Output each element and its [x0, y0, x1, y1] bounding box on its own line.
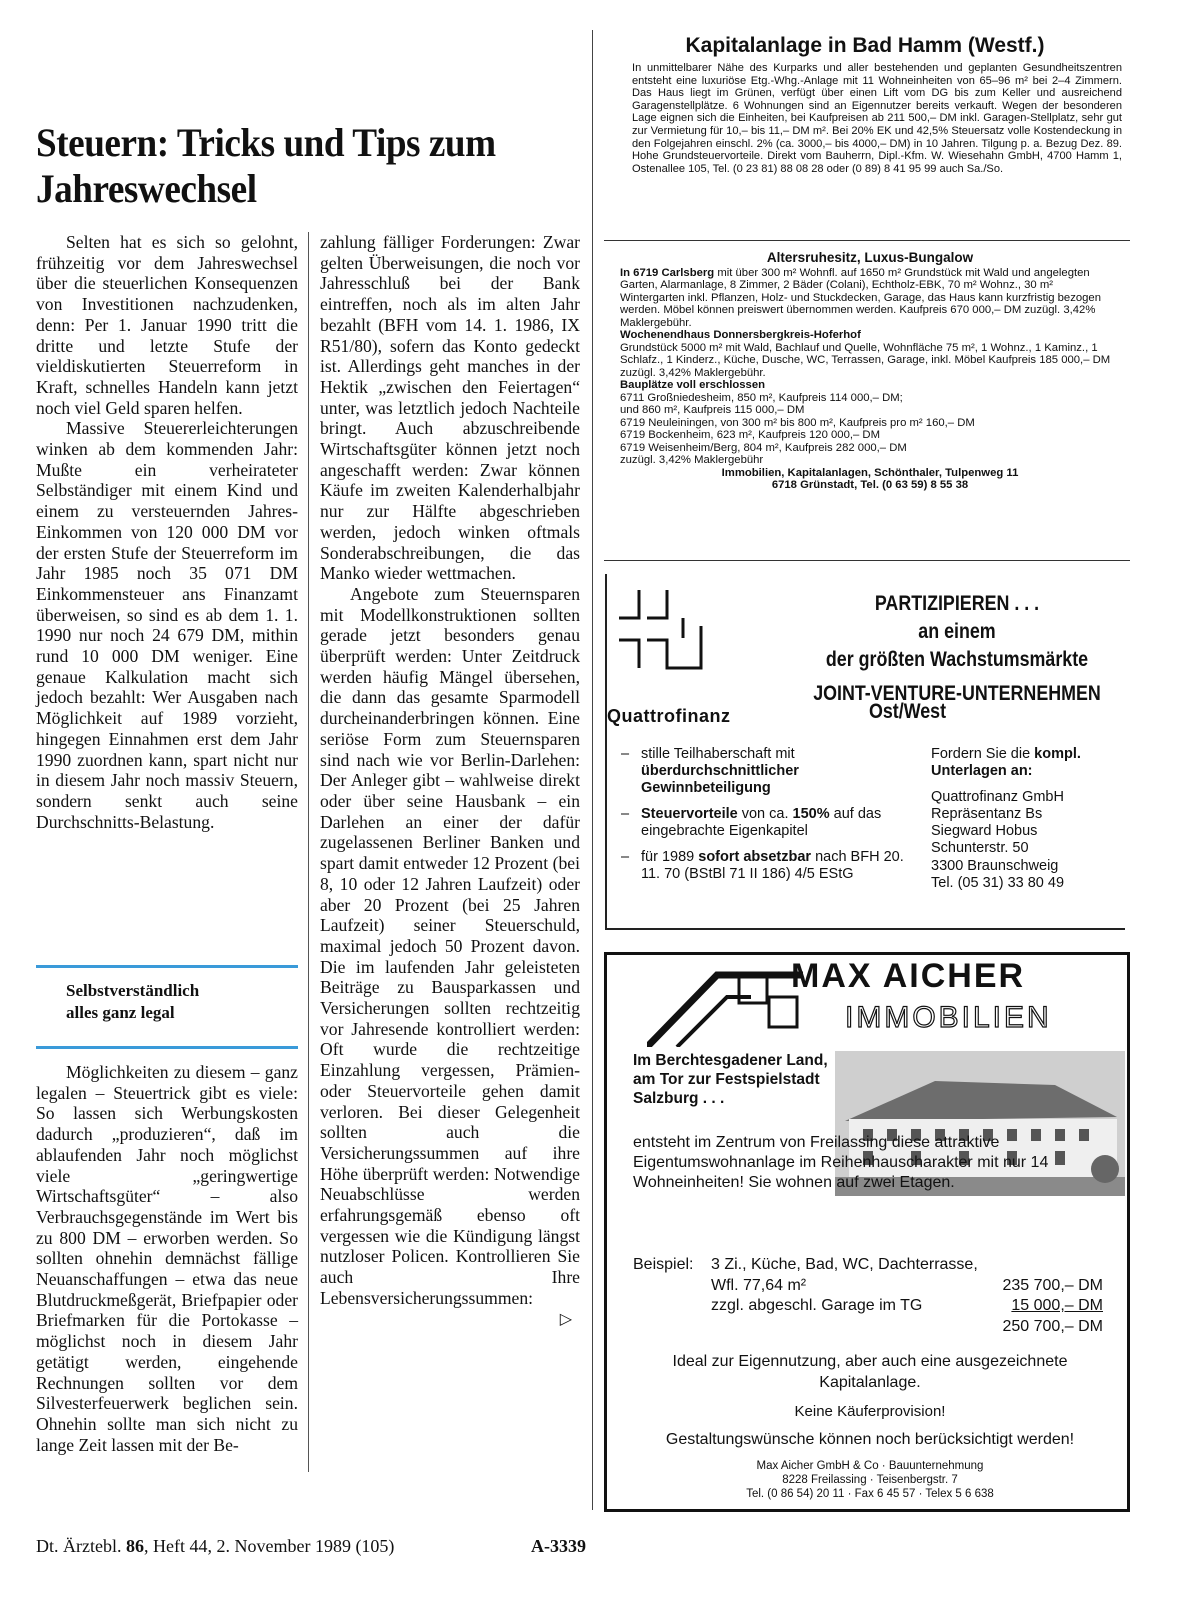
article-headline: Steuern: Tricks und Tips zum Jahreswechsel [36, 120, 496, 211]
headline-line: JOINT-VENTURE-UNTERNEHMEN [813, 682, 1101, 705]
example-row [633, 1317, 1103, 1338]
continue-arrow-icon: ▷ [559, 1308, 572, 1328]
ad-text: mit über 300 m² Wohnfl. auf 1650 m² Grundstück mit Wald und angelegten Garten, Alarmanlage, 8 Zimmer, 2 Bäder (Colani), Echtholz-EBK, 70 m² Wohnz., 30 m² Wintergarten inkl. Pflanzen, Holz- und Stuckdecken, Garage, das Haus kann kurzfristig bezogen werden. Möbel können preiswert übernommen werden. Kaufpreis 670 000,– DM zuzügl. 3,42% Maklergebühr. [620, 266, 1101, 329]
example-price: 235 700,– DM [1002, 1276, 1103, 1294]
list-item [617, 746, 917, 797]
example-row [633, 1255, 1103, 1276]
address-line: 8228 Freilassing · Teisenbergstr. 7 [782, 1474, 958, 1486]
article-paragraph: Massive Steuererleichterungen winken ab dem kommenden Jahr: Mußte ein verheirateter Selbständiger mit einem Kind und einem zu versteuernden Jahres-Einkommen von 120 000 DM vor der ersten Stufe der Steuerreform im Jahr 1985 noch 35 071 DM Einkommensteuer ans Finanzamt überweisen, so sind es ab dem 1. 1. 1990 nur noch 24 679 DM, mithin rund 10 000 DM weniger. Eine genaue Kalkulation macht sich jedoch bezahlt: Wer Ausgaben nach Möglichkeit auf 1989 vorzieht, hingegen Einnahmen erst dem Jahr 1990 zuordnen kann, spart nicht nur in diesem Jahr noch massiv Steuern, sondern senkt auch seine Durchschnitts-Belastung. [36, 418, 298, 832]
ad-line: 6711 Großniedesheim, 850 m², Kaufpreis 114 000,– DM; [620, 391, 903, 404]
quattrofinanz-logo-icon [617, 588, 703, 674]
ad-claim: Ideal zur Eigennutzung, aber auch eine ausgezeichnete Kapitalanlage. [672, 1353, 1068, 1391]
ad-note: Gestaltungswünsche können noch berücksichtigt werden! [665, 1431, 1075, 1448]
example-row [633, 1276, 1103, 1297]
contact-line: Tel. (05 31) 33 80 49 [931, 875, 1065, 892]
page-footer [36, 1536, 586, 1557]
ad-body: In unmittelbarer Nähe des Kurparks und aller bestehenden und geplanten Gesundheitszentren entsteht eine luxuriöse Etg.-Whg.-Anlage mit 11 Wohneinheiten von 65–96 m² bei 2–4 Zimmern. Das Haus liegt im Grünen, verfügt über einen Lift vom DG bis zum Keller und ausreichend Garagenstellplätze. 6 Wohnungen sind an Eigennutzer bereits verkauft. Wegen der besonderen Lage eignen sich die Einheiten, bei Kaufpreisen ab 211 500,– DM inkl. Garagen-Stellplatz, sehr gut zur Vermietung für 10,– bis 11,– DM m². Bei 20% EK und 42,5% Steuersatz volle Kostendeckung in den Folgejahren einschl. 2% (ca. 3000,– bis 4000,– DM) in 10 Jahren. Tilgung p. a. Bezug Dez. 89. Hohe Grundsteuervorteile. Direkt vom Bauherrn, Dipl.-Kfm. W. Wiesehahn GmbH, 4700 Hamm 1, Ostenallee 105, Tel. (0 23 81) 88 08 28 oder (0 89) 8 41 95 99 auch Sa./So. [632, 62, 1122, 175]
item-bold: sofort absetzbar [698, 849, 812, 865]
item-text: stille Teilhaberschaft mit [641, 746, 795, 762]
ad-line: und 860 m², Kaufpreis 115 000,– DM [620, 404, 805, 416]
ad-description [633, 1133, 1125, 1193]
ads-divider [592, 30, 593, 1510]
contact-bold: kompl. Unterlagen an: [931, 746, 1081, 780]
ad-divider [604, 560, 1130, 561]
item-text: für 1989 [641, 849, 699, 865]
contact-line: Siegward Hobus [931, 823, 1038, 840]
address-line: Max Aicher GmbH & Co · Bauunternehmung [756, 1460, 984, 1472]
max-aicher-header [607, 955, 1127, 1043]
article-column-2 [320, 232, 580, 1329]
headline-line: an einem [918, 620, 996, 643]
list-item [617, 849, 917, 883]
ad-max-aicher [604, 952, 1130, 1512]
brand-title: MAX AICHER [791, 957, 1026, 995]
ad-paragraph: Grundstück 5000 m² mit Wald, Bachlauf und Quelle, Wohnfläche 75 m², 1 Wohnz., 1 Kaminz., 1 Schlafz., 1 Kinderz., Küche, Dusche, WC, Terrassen, Garage, inkl. Möbel Kaufpreis 185 000,– DM zuzügl. 3,42% Maklergebühr. [620, 341, 1111, 379]
contact-line: Repräsentanz Bs [931, 805, 1043, 822]
article-column-1 [36, 232, 298, 832]
footer-journal: Dt. Ärztebl. [36, 1536, 122, 1556]
example-price: 15 000,– DM [1011, 1297, 1103, 1314]
max-aicher-logo-icon [647, 961, 807, 1047]
article-paragraph: Möglichkeiten zu diesem – ganz legalen – Steuertrick gibt es viele: So lassen sich Werbungskosten dadurch „produzieren“, daß im ablaufenden Jahr noch möglichst viele „geringwertige Wirtschaftsgüter“ – also Verbrauchsgegenstände im Wert bis zu 800 DM – erworben werden. So sollten ohnehin demnächst fällige Neuanschaffungen – etwa das neue Blutdruckmeßgerät, Briefpapier oder Briefmarken für die Portokasse – möglichst noch in diesem Jahr getätigt werden, eingehende Rechnungen sollten vor dem Silvesterfeuerwerk beglichen sein. Ohnehin sollte man sich nicht zu lange Zeit lassen mit der Be- [36, 1062, 298, 1455]
contact-line: 3300 Braunschweig [931, 857, 1059, 874]
ad-altersruhesitz [620, 252, 1120, 492]
subheading-line: alles ganz legal [66, 1003, 175, 1022]
ad-subtitle: Bauplätze voll erschlossen [620, 379, 766, 391]
footer-page-number: A-3339 [531, 1536, 586, 1556]
example-text: Wfl. 77,64 m² [711, 1276, 807, 1294]
ad-quattrofinanz [605, 574, 1125, 930]
example-text: 3 Zi., Küche, Bad, WC, Dachterrasse, [711, 1256, 978, 1273]
headline-line: der größten Wachstumsmärkte [825, 648, 1089, 671]
ad-title: Kapitalanlage in Bad Hamm (Westf.) [685, 34, 1045, 57]
ad-paragraph [620, 267, 1120, 330]
ad-bad-hamm [600, 34, 1130, 175]
subheading-box [36, 965, 298, 1049]
example-total: 250 700,– DM [1002, 1317, 1103, 1335]
item-bold: überdurchschnittlicher Gewinnbeteiligung [641, 763, 799, 796]
ad-subtitle: Wochenendhaus Donnersbergkreis-Hoferhof [620, 329, 861, 341]
ad-bold-lead: In 6719 Carlsberg [620, 266, 715, 279]
ad-divider [604, 240, 1130, 241]
ad-headline [813, 590, 1102, 708]
ad-line: 6719 Weisenheim/Berg, 804 m², Kaufpreis 282 000,– DM [620, 441, 907, 454]
article-column-1b [36, 1062, 298, 1455]
subheading-line: Selbstverständlich [66, 981, 200, 1000]
contact-text: Fordern Sie die [931, 746, 1035, 762]
item-bold: 150% [792, 806, 830, 822]
contact-line: Quattrofinanz GmbH [931, 788, 1064, 805]
list-item [617, 806, 917, 840]
footer-volume: 86 [125, 1536, 144, 1556]
article-paragraph: zahlung fälliger Forderungen: Zwar gelten Überweisungen, die noch vor Jahresschluß bei der Bank eintreffen, noch als im alten Jahr bezahlt (BFH vom 14. 1. 1986, IX R51/80), sofern das Konto gedeckt ist. Allerdings geht manches in der Hektik „zwischen den Feiertagen“ unter, was letztlich jedoch Nachteile bringt. Auch abzuschreibende Wirtschaftsgüter können jetzt noch angeschafft werden: Zwar können Käufe im zweiten Kalenderhalbjahr nur zur Hälfte abgeschrieben werden, jedoch winken oftmals Sonderabschreibungen, die das Manko wieder wettmachen. [320, 232, 580, 584]
item-text: nach BFH 20. 11. 70 (BStBl 71 II 186) 4/5 EStG [641, 849, 904, 882]
column-divider [308, 232, 309, 1472]
brand-subtitle: IMMOBILIEN [845, 1001, 1052, 1034]
ad-signature: 6718 Grünstadt, Tel. (0 63 59) 8 55 38 [771, 479, 969, 491]
ad-line: 6719 Bockenheim, 623 m², Kaufpreis 120 000,– DM [620, 429, 880, 441]
footer-issue-date: , Heft 44, 2. November 1989 (105) [143, 1536, 395, 1556]
article-paragraph: Angebote zum Steuernsparen mit Modellkonstruktionen sollten gerade jetzt besonders genau überprüft werden: Unter Zeitdruck werden häufig Mängel übersehen, die dann das gesamte Sparmodell durcheinanderbringen können. Eine seriöse Form zum Steuernsparen sind nach wie vor Berlin-Darlehen: Der Anleger gibt – wahlweise direkt oder über seine Hausbank – ein Darlehen an einer der dafür zugelassenen Berliner Banken und spart damit entweder 12 Prozent (bei 8, 10 oder 12 Jahren Laufzeit) oder aber 20 Prozent (bei 25 Jahren Laufzeit) seiner Steuerschuld, maximal jedoch 50 Prozent davon. Die im laufenden Jahr geleisteten Beiträge zu Bausparkassen und Versicherungen sollten rechtzeitig vor Jahresende kontrolliert werden: Oft wurde die rechtzeitige Einzahlung vergessen, Prämien- oder Steuervorteile gehen damit verloren. Bei dieser Gelegenheit sollten auch die Versicherungssummen auf ihre Höhe überprüft werden: Notwendige Neuabschlüsse werden erfahrungsgemäß ebenso oft vergessen wie die Kündigung längst nutzloser Policen. Kontrollieren Sie auch Ihre Lebensversicherungssummen: [320, 583, 580, 1308]
contact-block [931, 746, 1127, 892]
benefit-list [617, 746, 917, 892]
footer-citation [36, 1536, 394, 1557]
item-text: von ca. [737, 806, 793, 822]
price-example [633, 1255, 1103, 1337]
ad-signature: Immobilien, Kapitalanlagen, Schönthaler, Tulpenweg 11 [721, 466, 1019, 479]
example-label: Beispiel: [633, 1256, 694, 1273]
headline-line: PARTIZIPIEREN . . . [874, 592, 1040, 615]
item-bold: Steuervorteile [641, 806, 738, 822]
ad-intro: Im Berchtesgadener Land, am Tor zur Festspielstadt Salzburg . . . [633, 1052, 828, 1107]
ad-address [627, 1459, 1113, 1501]
example-row [633, 1296, 1103, 1317]
contact-line: Schunterstr. 50 [931, 840, 1029, 857]
ad-title: Altersruhesitz, Luxus-Bungalow [766, 250, 974, 265]
example-text: zzgl. abgeschl. Garage im TG [711, 1297, 923, 1314]
headline-line: Ost/West [869, 700, 947, 723]
item-text: auf das eingebrachte Eigenkapitel [641, 806, 882, 839]
article-paragraph: Selten hat es sich so gelohnt, frühzeitig vor dem Jahreswechsel über die steuerlichen Konsequenzen von Investitionen nachzudenken, denn: Per 1. Januar 1990 tritt die dritte und letzte Stufe der vieldiskutierten Steuerreform in Kraft, schnelles Handeln kann jetzt noch viel Geld sparen helfen. [36, 232, 298, 418]
ad-note: Keine Käuferprovision! [794, 1403, 946, 1420]
description-text: entsteht im Zentrum von Freilassing diese attraktive Eigentumswohnanlage im Reihenhauscharakter mit nur 14 Wohneinheiten! Sie wohnen auf zwei Etagen. [633, 1134, 1049, 1191]
contact-request [931, 746, 1127, 781]
brand-name: Quattrofinanz [607, 706, 731, 726]
address-line: Tel. (0 86 54) 20 11 · Fax 6 45 57 · Telex 5 6 638 [746, 1488, 994, 1500]
ad-line: 6719 Neuleiningen, von 300 m² bis 800 m², Kaufpreis pro m² 160,– DM [620, 416, 975, 429]
ad-line: zuzügl. 3,42% Maklergebühr [620, 454, 764, 466]
